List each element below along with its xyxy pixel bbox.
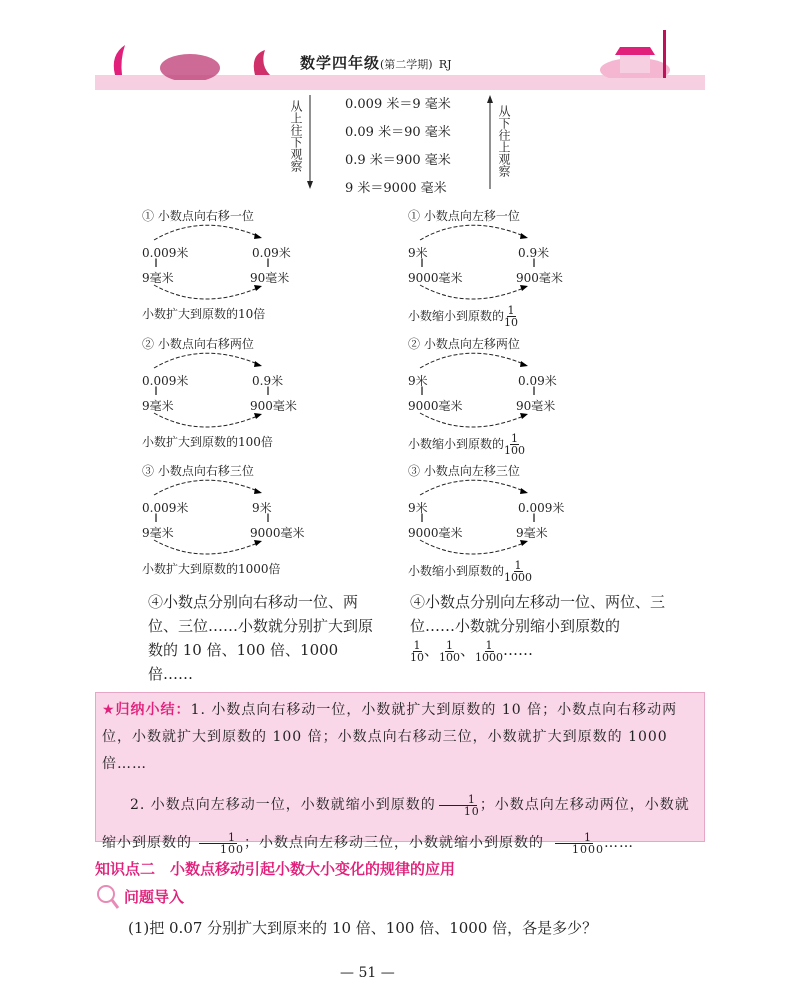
value: 900毫米 (516, 271, 563, 285)
arrow-down-icon (305, 95, 315, 190)
value: 9毫米 (142, 526, 174, 540)
value: 9000毫米 (408, 271, 463, 285)
value: 0.9米 (252, 374, 284, 388)
equals-sign: ‖ (420, 386, 424, 395)
value: 9000毫米 (408, 399, 463, 413)
equals-sign: ‖ (266, 258, 270, 267)
top-to-bottom-label: 从上往下观察 (289, 100, 303, 172)
diagram-caption: 小数扩大到原数的1000倍 (142, 562, 281, 576)
equals-sign: ‖ (420, 258, 424, 267)
conversion-diagram (408, 335, 578, 455)
value: 90毫米 (250, 271, 290, 285)
equation: 0.09 米＝90 毫米 (345, 125, 451, 140)
conversion-diagram (408, 462, 578, 582)
value: 90毫米 (516, 399, 556, 413)
diagram-caption: 小数缩小到原数的 $\frac{1}{100}$ (408, 432, 526, 457)
diagram-caption: 小数缩小到原数的 $\frac{1}{10}$ (408, 304, 519, 329)
diagram-title: ③ 小数点向右移三位 (142, 464, 254, 478)
diagram-title: ③ 小数点向左移三位 (408, 464, 520, 478)
diagram-caption: 小数扩大到原数的100倍 (142, 435, 273, 449)
summary-box: ★归纳小结：1. 小数点向右移动一位，小数就扩大到原数的 10 倍；小数点向右移动两位，小数就扩大到原数的 100 倍；小数点向右移动三位，小数就扩大到原数的 1000 倍…… 2. 小数点向左移动一位，小数就缩小到原数的 $\frac{1}{10}$ ；小数点向左移动两位，小数就缩小到原数的 $\frac{1}{100}$ ；小数点向左移动三位，小数就缩小到原数的 $\frac{1}{1000}$ …… (95, 692, 705, 842)
page-number: — 51 — (340, 965, 395, 981)
point4-left: ④小数点分别向右移动一位、两位、三位……小数就分别扩大到原数的 10 倍、100 倍、1000 倍…… (148, 593, 374, 683)
value: 9毫米 (142, 399, 174, 413)
value: 0.09米 (252, 246, 291, 260)
arrow-up-icon (485, 95, 495, 190)
equals-sign: ‖ (266, 513, 270, 522)
point4-right: ④小数点分别向左移动一位、两位、三位……小数就分别缩小到原数的 $\frac{1}{10}$ 、 $\frac{1}{100}$ 、 $\frac{1}{1000}$ …… (410, 593, 666, 664)
conversion-diagram (142, 335, 312, 455)
bottom-to-top-label: 从下往上观察 (497, 105, 511, 177)
equals-sign: ‖ (532, 513, 536, 522)
conversion-diagram (408, 207, 578, 327)
equals-sign: ‖ (154, 386, 158, 395)
value: 9毫米 (142, 271, 174, 285)
value: 0.09米 (518, 374, 557, 388)
conversion-diagram (142, 207, 312, 327)
value: 9000毫米 (408, 526, 463, 540)
equals-sign: ‖ (532, 258, 536, 267)
question-intro-heading: 问题导入 (124, 888, 185, 906)
equation: 0.9 米＝900 毫米 (345, 153, 451, 168)
value: 9毫米 (516, 526, 548, 540)
diagram-title: ① 小数点向左移一位 (408, 209, 520, 223)
value: 0.009米 (142, 501, 189, 515)
value: 9米 (252, 501, 272, 515)
value: 0.009米 (142, 374, 189, 388)
diagram-title: ① 小数点向右移一位 (142, 209, 254, 223)
value: 9米 (408, 246, 428, 260)
value: 9米 (408, 374, 428, 388)
header-decoration-icon (100, 40, 280, 80)
conversion-diagram (142, 462, 312, 582)
question: (1)把 0.07 分别扩大到原来的 10 倍、100 倍、1000 倍，各是多少？ (128, 919, 598, 937)
value: 0.009米 (518, 501, 565, 515)
magnifier-icon (96, 884, 120, 910)
equals-sign: ‖ (266, 386, 270, 395)
house-tree-icon (600, 20, 700, 78)
diagram-title: ② 小数点向右移两位 (142, 337, 254, 351)
value: 900毫米 (250, 399, 297, 413)
diagram-caption: 小数扩大到原数的10倍 (142, 307, 266, 321)
value: 0.9米 (518, 246, 550, 260)
value: 0.009米 (142, 246, 189, 260)
equals-sign: ‖ (532, 386, 536, 395)
section-heading: 知识点二 小数点移动引起小数大小变化的规律的应用 (95, 860, 456, 878)
equals-sign: ‖ (154, 258, 158, 267)
equation: 0.009 米＝9 毫米 (345, 97, 451, 112)
summary-label: ★归纳小结： (102, 702, 191, 718)
equals-sign: ‖ (154, 513, 158, 522)
diagram-title: ② 小数点向左移两位 (408, 337, 520, 351)
equals-sign: ‖ (420, 513, 424, 522)
diagram-caption: 小数缩小到原数的 $\frac{1}{1000}$ (408, 559, 533, 584)
value: 9米 (408, 501, 428, 515)
equation: 9 米＝9000 毫米 (345, 181, 447, 196)
value: 9000毫米 (250, 526, 305, 540)
header-title: 数学四年级(第二学期) RJ (300, 54, 452, 72)
